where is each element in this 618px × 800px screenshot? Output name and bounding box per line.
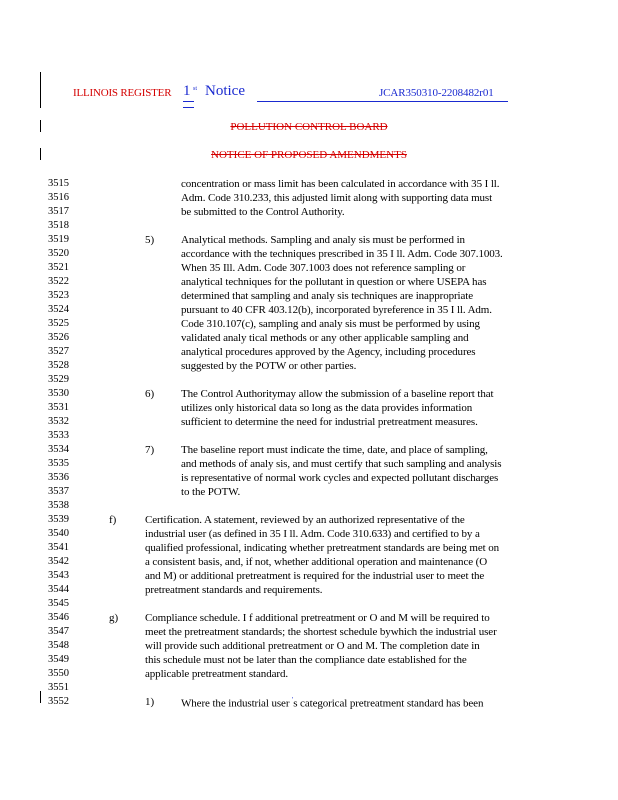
line-number: 3526 bbox=[48, 332, 69, 343]
body-line: utilizes only historical data so long as the data provides information bbox=[181, 402, 473, 414]
line-number: 3545 bbox=[48, 598, 69, 609]
line-number: 3530 bbox=[48, 388, 69, 399]
notice-label: Notice bbox=[205, 83, 245, 99]
body-line: analytical techniques for the pollutant in question or where USEPA has bbox=[181, 276, 487, 288]
body-line: validated analy tical methods or any other applicable sampling and bbox=[181, 332, 469, 344]
line-number: 3528 bbox=[48, 360, 69, 371]
register-number: 1 bbox=[183, 83, 191, 99]
jcar-code: JCAR350310-2208482r01 bbox=[379, 87, 494, 99]
body-line: and M) or additional pretreatment is required for the industrial user to meet the bbox=[145, 570, 485, 582]
underline bbox=[257, 101, 508, 102]
body-line: is representative of normal work cycles and expected pollutant discharges bbox=[181, 472, 499, 484]
body-line: Certification. A statement, reviewed by an authorized representative of the bbox=[145, 514, 465, 526]
line-number: 3522 bbox=[48, 276, 69, 287]
line-number: 3519 bbox=[48, 234, 69, 245]
line-number: 3536 bbox=[48, 472, 69, 483]
line-number: 3521 bbox=[48, 262, 69, 273]
body-line: Analytical methods. Sampling and analy sis must be performed in bbox=[181, 234, 465, 246]
body-line: determined that sampling and analy sis techniques are inappropriate bbox=[181, 290, 474, 302]
body-line: Adm. Code 310.233, this adjusted limit along with supporting data must bbox=[181, 192, 493, 204]
body-line: and methods of analy sis, and must certify that such sampling and analysis bbox=[181, 458, 502, 470]
body-line: Compliance schedule. I f additional pretreatment or O and M will be required to bbox=[145, 612, 490, 624]
change-bar bbox=[40, 72, 41, 108]
line-number: 3531 bbox=[48, 402, 69, 413]
body-line: industrial user (as defined in 35 I ll. Adm. Code 310.633) and certified to by a bbox=[145, 528, 480, 540]
line-number: 3532 bbox=[48, 416, 69, 427]
body-text: Where the industrial user bbox=[181, 697, 290, 710]
body-line: to the POTW. bbox=[181, 486, 241, 498]
body-line: will provide such additional pretreatment or O and M. The completion date in bbox=[145, 640, 480, 652]
line-number: 3525 bbox=[48, 318, 69, 329]
change-bar bbox=[40, 691, 41, 703]
body-line: accordance with the techniques prescribed in 35 I ll. Adm. Code 307.1003. bbox=[181, 248, 503, 260]
body-line: pretreatment standards and requirements. bbox=[145, 584, 323, 596]
body-line: The baseline report must indicate the time, date, and place of sampling, bbox=[181, 444, 488, 456]
item-label: 6) bbox=[145, 388, 155, 400]
body-line: concentration or mass limit has been calculated in accordance with 35 I ll. bbox=[181, 178, 500, 190]
line-number: 3537 bbox=[48, 486, 69, 497]
item-label: 5) bbox=[145, 234, 155, 246]
body-line: this schedule must not be later than the compliance date established for the bbox=[145, 654, 467, 666]
line-number: 3533 bbox=[48, 430, 69, 441]
body-text: s categorical pretreatment standard has been bbox=[293, 697, 484, 710]
item-label: 1) bbox=[145, 696, 155, 708]
line-number: 3552 bbox=[48, 696, 69, 707]
body-line: pursuant to 40 CFR 403.12(b), incorporated byreference in 35 I ll. Adm. bbox=[181, 304, 492, 316]
item-label: 7) bbox=[145, 444, 155, 456]
body-line: Code 310.107(c), sampling and analy sis must be performed by using bbox=[181, 318, 480, 330]
body-line: meet the pretreatment standards; the shortest schedule bywhich the industrial user bbox=[145, 626, 497, 638]
body-line: analytical procedures approved by the Agency, including procedures bbox=[181, 346, 476, 358]
line-number: 3540 bbox=[48, 528, 69, 539]
line-number: 3550 bbox=[48, 668, 69, 679]
item-label: g) bbox=[109, 612, 119, 624]
body-line: The Control Authoritymay allow the submission of a baseline report that bbox=[181, 388, 494, 400]
board-heading: POLLUTION CONTROL BOARD bbox=[230, 121, 388, 133]
line-number: 3546 bbox=[48, 612, 69, 623]
line-number: 3544 bbox=[48, 584, 69, 595]
body-line: qualified professional, indicating whether pretreatment standards are being met on bbox=[145, 542, 500, 554]
line-number: 3520 bbox=[48, 248, 69, 259]
line-number: 3541 bbox=[48, 542, 69, 553]
body-line: be submitted to the Control Authority. bbox=[181, 206, 345, 218]
insertion-mark: ' bbox=[292, 696, 294, 704]
line-number: 3517 bbox=[48, 206, 69, 217]
underline bbox=[183, 107, 194, 108]
line-number: 3527 bbox=[48, 346, 69, 357]
body-line: applicable pretreatment standard. bbox=[145, 668, 288, 680]
underline bbox=[183, 101, 194, 102]
line-number: 3523 bbox=[48, 290, 69, 301]
line-number: 3529 bbox=[48, 374, 69, 385]
line-number: 3551 bbox=[48, 682, 69, 693]
body-line: When 35 Ill. Adm. Code 307.1003 does not reference sampling or bbox=[181, 262, 466, 274]
line-number: 3524 bbox=[48, 304, 69, 315]
body-line: a consistent basis, and, if not, whether additional operation and maintenance (O bbox=[145, 556, 488, 568]
line-number: 3538 bbox=[48, 500, 69, 511]
register-title: ILLINOIS REGISTER bbox=[73, 87, 172, 99]
line-number: 3518 bbox=[48, 220, 69, 231]
body-line: sufficient to determine the need for industrial pretreatment measures. bbox=[181, 416, 478, 428]
line-number: 3549 bbox=[48, 654, 69, 665]
line-number: 3542 bbox=[48, 556, 69, 567]
line-number: 3539 bbox=[48, 514, 69, 525]
line-number: 3534 bbox=[48, 444, 69, 455]
line-number: 3543 bbox=[48, 570, 69, 581]
body-line: suggested by the POTW or other parties. bbox=[181, 360, 357, 372]
item-label: f) bbox=[109, 514, 117, 526]
line-number: 3516 bbox=[48, 192, 69, 203]
body-line bbox=[181, 696, 483, 710]
register-superscript: st bbox=[193, 86, 198, 92]
line-number: 3547 bbox=[48, 626, 69, 637]
line-number: 3535 bbox=[48, 458, 69, 469]
notice-heading: NOTICE OF PROPOSED AMENDMENTS bbox=[211, 149, 407, 161]
line-number: 3515 bbox=[48, 178, 69, 189]
line-number: 3548 bbox=[48, 640, 69, 651]
